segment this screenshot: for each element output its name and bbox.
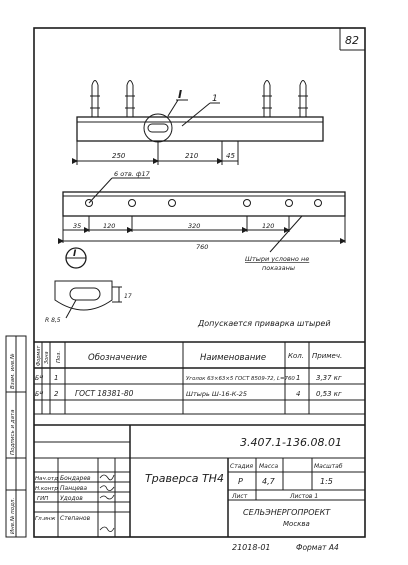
row2-designation: ГОСТ 18381-80 [75,389,134,398]
row1-pos: 1 [54,374,59,382]
row2-name: Штырь Ш-16-К-25 [186,390,248,398]
row1-qty: 1 [296,374,301,382]
side-sign-date: Подпись и дата [10,409,16,455]
row2-note: 0,53 кг [316,390,342,398]
header-designation: Обозначение [88,353,147,363]
dim-35: 35 [73,222,82,230]
dim-250: 250 [112,152,126,160]
mass-label: Масса [259,463,279,470]
stage-value: Р [238,477,243,486]
name-1: Бондарев [60,475,91,482]
welding-note: Допускается приварка штырей [198,319,331,328]
dim-320: 320 [188,222,201,230]
header-zone: Зона [44,351,50,364]
pin-2 [125,81,135,118]
stage-label: Стадия [230,463,254,470]
row1-name: Уголок 63×63×5 ГОСТ 8509-72, L=760 [186,376,295,382]
signature-marks [100,475,114,532]
org-line1: СЕЛЬЭНЕРГОПРОЕКТ [243,508,331,517]
header-note: Примеч. [312,352,343,360]
holes-note: 6 отв. ф17 [114,170,150,178]
name-5: Степанов [60,515,91,522]
org-line2: Москва [283,520,310,528]
drawing-title: Траверса ТН4 [145,472,224,485]
dim-120-left: 120 [103,222,116,230]
pins-note-line2: показаны [262,264,295,272]
scale-value: 1:5 [320,477,333,486]
row1-format: БЧ [35,375,44,382]
role-3: ГИП [37,496,49,502]
row2-format: БЧ [35,391,44,398]
header-name: Наименование [200,353,267,363]
pin-3 [262,81,272,118]
row2-pos: 2 [54,390,59,398]
role-1: Нач.отд [35,476,58,482]
mass-value: 4,7 [262,477,275,486]
header-format: Формат [36,345,42,366]
name-3: Удодов [60,495,83,502]
header-qty: Кол. [288,352,304,360]
sheet-number: 82 [345,34,359,47]
dim-45: 45 [226,152,235,160]
pins-note-line1: Штыри условно не [245,255,310,263]
name-2: Панцева [60,485,88,492]
sheet-label: Лист [232,493,248,500]
scale-label: Масштаб [314,463,343,470]
callout-detail-I: I [178,88,183,101]
pin-4 [298,81,308,118]
side-inv-orig: Инв.№ подл. [10,497,16,534]
side-inv-dupl: Взам. инв.№ [10,353,16,389]
role-2: Н.контр [35,486,58,492]
detail-dim-radius: R 8,5 [45,317,61,324]
dim-210: 210 [185,152,199,160]
traverse-plan-view [63,178,345,252]
callout-part-1: 1 [212,94,218,104]
header-pos: Поз. [56,350,62,363]
detail-view-I [55,248,122,318]
sheet-frame [34,28,365,537]
doc-code: 3.407.1-136.08.01 [240,436,342,449]
footer-drawing-no: 21018-01 [232,543,271,552]
dim-120-right: 120 [262,222,275,230]
pin-1 [90,81,100,118]
role-5: Гл.инж [35,516,56,522]
footer-format: Формат А4 [296,543,339,552]
dim-760: 760 [196,243,209,251]
detail-dim-17: 17 [124,293,132,300]
row1-note: 3,37 кг [316,374,342,382]
row2-qty: 4 [296,390,301,398]
sheets-label: Листов 1 [290,493,319,500]
detail-label: I [73,249,77,259]
